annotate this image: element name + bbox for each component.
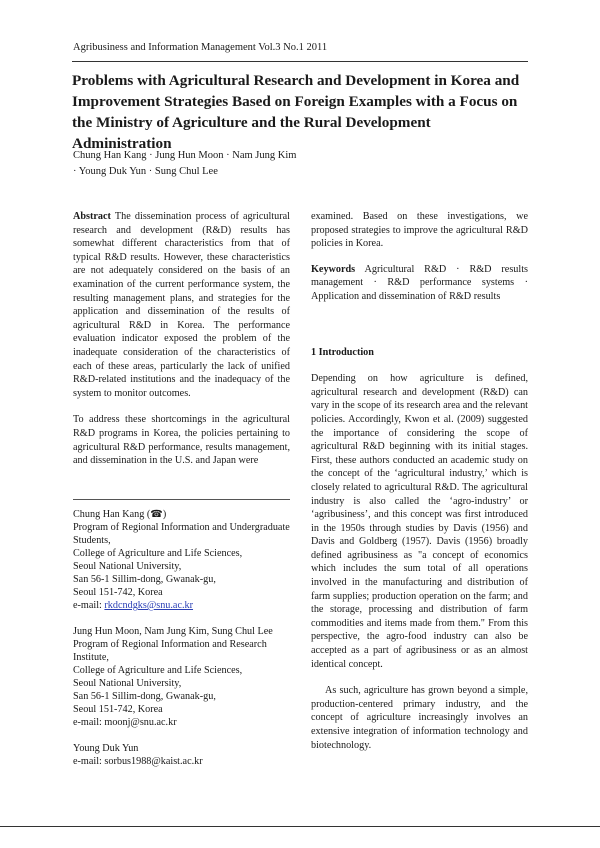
abstract-label: Abstract xyxy=(73,211,111,222)
email-link[interactable]: rkdcndgks@snu.ac.kr xyxy=(104,600,194,611)
affiliations xyxy=(73,508,303,768)
keywords xyxy=(311,263,528,304)
affiliation-2: Jung Hun Moon, Nam Jung Kim, Sung Chul Lee Program of Regional Information and Research Institute, College of Agriculture and Life Sciences, Seoul National University, San 56-1 Sillim-dong, Gwanak-gu, Seoul 151-742, Korea e-mail: moonj@snu.ac.kr xyxy=(73,626,273,728)
abstract-continued: examined. Based on these investigations, we proposed strategies to improve the agricultural R&D policies in Korea. xyxy=(311,211,528,250)
footer-rule xyxy=(0,826,600,827)
email-label: e-mail: xyxy=(73,600,105,611)
abstract-paragraph-1 xyxy=(73,210,290,400)
paper-title: Problems with Agricultural Research and Development in Korea and Improvement Strategies Based on Foreign Examples with a Focus on the Ministry of Agriculture and the Rural Development Administration xyxy=(72,72,520,152)
author-list xyxy=(73,148,373,180)
header-rule xyxy=(72,61,528,62)
keywords-label: Keywords xyxy=(311,263,356,275)
authors-line-1: Chung Han Kang · Jung Hun Moon · Nam Jung Kim xyxy=(73,150,297,161)
keywords-text: Agricultural R&D · R&D results management · R&D performance systems · Application and dissemination of R&D results xyxy=(311,263,529,302)
affiliation-1 xyxy=(73,508,303,612)
section-heading-introduction: 1 Introduction xyxy=(311,346,374,358)
affiliation-1-name: Chung Han Kang (☎) xyxy=(73,509,167,520)
affiliation-1-address: Program of Regional Information and Undergraduate Students, College of Agriculture and Life Sciences, Seoul National University, San 56-1 Sillim-dong, Gwanak-gu, Seoul 151-742, Korea xyxy=(73,522,290,598)
right-column xyxy=(311,210,528,752)
affiliation-1-email-line xyxy=(73,599,303,612)
footnote-rule xyxy=(73,499,290,500)
intro-paragraph-2: As such, agriculture has grown beyond a simple, production-centered primary industry, and the concept of agriculture increasingly involves an extensive integration of information technology and biotechnology. xyxy=(311,685,528,751)
affiliation-3: Young Duk Yun e-mail: sorbus1988@kaist.ac.kr xyxy=(73,743,203,767)
authors-line-2: · Young Duk Yun · Sung Chul Lee xyxy=(73,166,218,177)
abstract-text-1: The dissemination process of agricultural research and development (R&D) results has somewhat different characteristics from that of typical R&D results. However, these characteristics are not adequately considered on the basis of an examination of the current performance system, the resulting management plans, and strategies for the application and dissemination of the results of agricultural R&D in Korea. The performance evaluation indicator exposed the problem of the inadequate consideration of the characteristics of each of these areas, particularly the lack of unified R&D-related institutions and the inadequacy of the system to monitor outcomes. xyxy=(73,211,290,399)
intro-paragraph-1: Depending on how agriculture is defined, agricultural research and development (R&D) can vary in the scope of its research area and the relevant policies. Accordingly, Kwon et al. (2009) suggested the importance of considering the scope of agricultural R&D beginning with its initial stages. First, these authors conducted an academic study on the concept of the ‘agricultural industry,’ which is closely related to agricultural R&D. The agricultural industry is also called the ‘agro-industry’ or ‘agribusiness’, and this concept was first introduced in the 1950s through studies by Davis (1956) and Davis and Goldberg (1957). Davis (1956) broadly defined agribusiness as "a concept of economics which includes the sum total of all operations involved in the manufacturing and distribution of farm supplies; production operation on the farm; and the storage, processing and distribution of farm commodities and items made from them." From this perspective, the agro-food industry can also be accepted as a part of agribusiness or as an almost identical concept. xyxy=(311,373,528,670)
abstract-paragraph-2: To address these shortcomings in the agricultural R&D programs in Korea, the policies pertaining to agricultural R&D performance, results management, and dissemination in the U.S. and Japan were xyxy=(73,414,290,467)
journal-header: Agribusiness and Information Management Vol.3 No.1 2011 xyxy=(73,42,328,53)
left-column xyxy=(73,210,290,468)
